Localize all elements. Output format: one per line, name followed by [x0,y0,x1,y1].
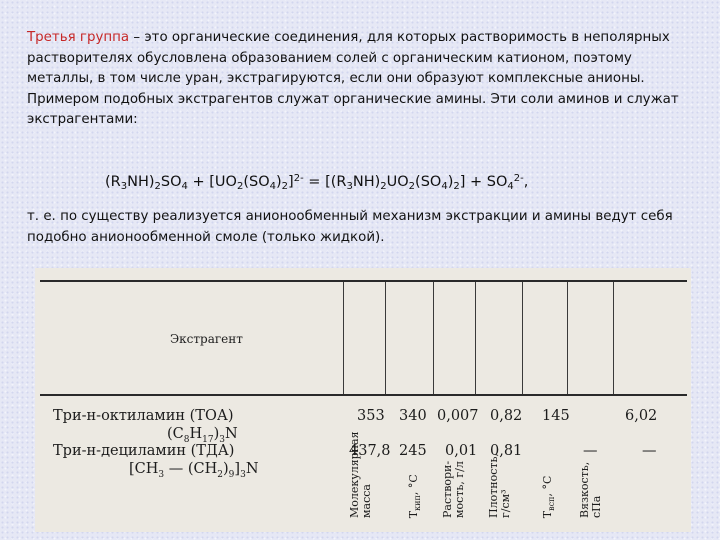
intro-text: – это органические соединения, для которых растворимость в неполярных растворителях обусловлена образованием солей с органическим катионом, поэтому металлы, в том числе уран, экстрагируются, если они образуют комплексные анионы. Примером подобных экстрагентов служат органические амины. Эти соли аминов и служат экстрагентами: [27,30,679,127]
row-2-solubility: 0,01 [445,443,478,459]
header-flash-point: $T_{всп}$, °C [540,475,556,518]
extractant-table-image [35,268,691,532]
row-1-name: Три-н-октиламин (ТОА) [53,408,234,424]
row-1-mass: 353 [357,408,385,424]
reaction-equation: $(R_3NH)_2SO_4 + [UO_2(SO_4)_2]^{2-} = [(R_3NH)_2UO_2(SO_4)_2] + SO_4^{2-}$, [105,173,529,192]
row-1-viscosity: 6,02 [625,408,658,424]
intro-paragraph [27,28,697,131]
header-extractant: Экстрагент [170,332,243,346]
row-1-tkip: 340 [399,408,427,424]
highlight-term: Третья группа [27,30,130,45]
row-1-tvsp: 145 [542,408,570,424]
header-density: Плотность, г/см³ [487,453,512,518]
header-solubility: Раствори- мость, г/л [441,460,466,518]
header-molecular-mass: Молекулярная масса [348,431,373,518]
table-top-rule [40,280,687,282]
header-boiling-point: $T_{кип}$, °C [406,474,422,518]
row-2-mass: 437,8 [349,443,391,459]
conclusion-paragraph: т. е. по существу реализуется анионообменный механизм экстракции и амины ведут себя подобно анионообменной смоле (только жидкой). [27,209,673,245]
row-2-name: Три-н-дециламин (ТДА) [53,443,235,459]
row-2-viscosity: — [642,443,657,459]
row-1-density: 0,82 [490,408,523,424]
row-2-tvsp: — [583,443,598,459]
table-header-rule [40,394,687,396]
header-viscosity: Вязкость, сПа [578,461,603,518]
row-1-formula: $(C_8H_{17})_3N$ [167,426,238,445]
row-2-tkip: 245 [399,443,427,459]
row-2-density: 0,81 [490,443,523,459]
row-1-solubility: 0,007 [437,408,479,424]
row-2-formula: [$CH_3$ — $(CH_2)_9]_3N$ [129,461,259,480]
